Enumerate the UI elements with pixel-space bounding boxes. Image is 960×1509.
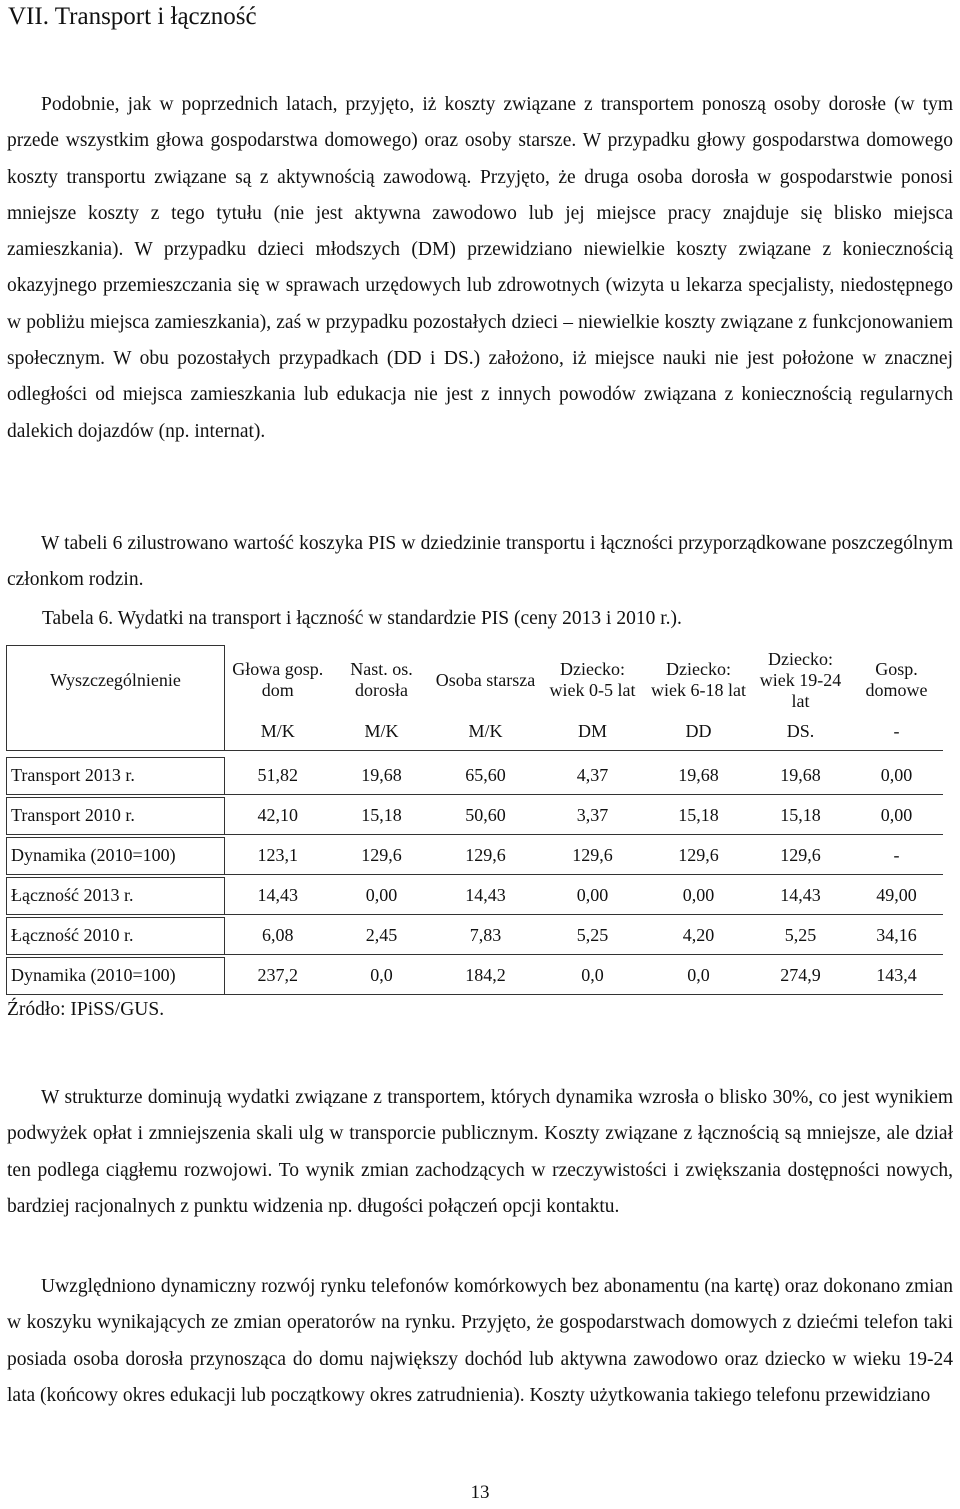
- row-value: 14,43: [433, 877, 539, 914]
- row-value: 0,00: [331, 877, 433, 914]
- units-empty-cell: [7, 715, 225, 751]
- row-value: 123,1: [225, 837, 331, 874]
- paragraph-mobile: Uwzględniono dynamiczny rozwój rynku telefonów komórkowych bez abonamentu (na kartę) oraz dokonano zmian w koszyku wynikających ze zmian operatorów na rynku. Przyjęto, że gospodarstwach domowych z dziećmi telefon taki posiada osoba dorosła przynosząca do domu największy dochód lub aktywna zawodowo oraz dziecko w wieku 19-24 lata (końcowy okres edukacji lub początkowy okres zatrudnienia). Koszty użytkowania takiego telefonu przewidziano: [7, 1276, 953, 1406]
- row-value: -: [851, 837, 943, 874]
- row-value: 0,0: [331, 957, 433, 994]
- row-value: 2,45: [331, 917, 433, 954]
- row-value: 15,18: [331, 797, 433, 834]
- table-caption: Tabela 6. Wydatki na transport i łączność w standardzie PIS (ceny 2013 i 2010 r.).: [42, 608, 682, 629]
- spacer-cell: [7, 750, 943, 757]
- row-label: Łączność 2013 r.: [7, 877, 225, 914]
- table-units-row: [7, 715, 943, 751]
- table-row: [7, 797, 943, 834]
- table-row: [7, 917, 943, 954]
- row-value: 129,6: [647, 837, 751, 874]
- row-value: 184,2: [433, 957, 539, 994]
- column-unit-2: M/K: [433, 715, 539, 751]
- row-value: 49,00: [851, 877, 943, 914]
- column-unit-1: M/K: [331, 715, 433, 751]
- row-value: 19,68: [751, 757, 851, 794]
- row-value: 7,83: [433, 917, 539, 954]
- row-value: 129,6: [751, 837, 851, 874]
- column-unit-6: -: [851, 715, 943, 751]
- table-row: [7, 877, 943, 914]
- page-number: 13: [470, 1482, 490, 1503]
- table-header-row: [7, 646, 943, 715]
- row-value: 0,00: [647, 877, 751, 914]
- column-header-4: Dziecko: wiek 6-18 lat: [651, 659, 746, 700]
- paragraph-intro: Podobnie, jak w poprzednich latach, przyjęto, iż koszty związane z transportem ponoszą osoby dorosłe (w tym przede wszystkim głowa gospodarstwa domowego) oraz osoby starsze. W przypadku głowy gospodarstwa domowego koszty transportu związane są z aktywnością zawodową. Przyjęto, że druga osoba dorosła w gospodarstwie ponosi mniejsze koszty z tego tytułu (nie jest aktywna zawodowo lub jej miejsce pracy znajduje się blisko miejsca zamieszkania). W przypadku dzieci młodszych (DM) przewidziano niewielkie koszty związane z koniecznością okazyjnego przemieszczania się w sprawach urzędowych lub zdrowotnych (wizyta u lekarza specjalisty, niedostępnego w pobliżu miejsca zamieszkania), zaś w przypadku pozostałych dzieci – niewielkie koszty związane z funkcjonowaniem społecznym. W obu pozostałych przypadkach (DD i DS.) założono, iż miejsce nauki nie jest położone w znacznej odległości od miejsca zamieszkania lub edukacja nie jest z innych powodów związana z koniecznością regularnych dalekich dojazdów (np. internat).: [7, 94, 953, 442]
- row-value: 34,16: [851, 917, 943, 954]
- table-source: Źródło: IPiSS/GUS.: [7, 999, 165, 1020]
- row-value: 5,25: [539, 917, 647, 954]
- column-unit-5: DS.: [751, 715, 851, 751]
- data-table: [6, 645, 943, 995]
- column-unit-4: DD: [647, 715, 751, 751]
- column-header-0: Głowa gosp. dom: [232, 659, 324, 700]
- table-row: [7, 957, 943, 994]
- row-value: 0,00: [539, 877, 647, 914]
- row-label: Dynamika (2010=100): [7, 837, 225, 874]
- row-value: 15,18: [751, 797, 851, 834]
- row-value: 6,08: [225, 917, 331, 954]
- row-value: 14,43: [751, 877, 851, 914]
- column-header-5: Dziecko: wiek 19-24 lat: [759, 648, 842, 711]
- row-value: 5,25: [751, 917, 851, 954]
- column-header-3: Dziecko: wiek 0-5 lat: [549, 659, 636, 700]
- row-label: Łączność 2010 r.: [7, 917, 225, 954]
- column-unit-0: M/K: [225, 715, 331, 751]
- row-value: 3,37: [539, 797, 647, 834]
- row-value: 129,6: [539, 837, 647, 874]
- table-row: [7, 757, 943, 794]
- row-value: 14,43: [225, 877, 331, 914]
- paragraph-structure: W strukturze dominują wydatki związane z transportem, których dynamika wzrosła o blisko 30%, co jest wynikiem podwyżek opłat i zmniejszenia skali ulg w transporcie publicznym. Koszty związane z łącznością są mniejsze, ale dział ten podlega ciągłemu rozwojowi. To wynik zmian zachodzących w rzeczywistości i zwiększania dostępności nowych, bardziej racjonalnych z punktu widzenia np. długości połączeń opcji kontaktu.: [7, 1087, 953, 1217]
- row-value: 143,4: [851, 957, 943, 994]
- row-value: 4,37: [539, 757, 647, 794]
- row-value: 129,6: [331, 837, 433, 874]
- row-label: Transport 2010 r.: [7, 797, 225, 834]
- table-row: [7, 837, 943, 874]
- row-label: Transport 2013 r.: [7, 757, 225, 794]
- column-header-1: Nast. os. dorosła: [350, 659, 413, 700]
- row-header-cell: [7, 646, 225, 715]
- row-value: 129,6: [433, 837, 539, 874]
- row-value: 15,18: [647, 797, 751, 834]
- column-header-2: Osoba starsza: [435, 669, 536, 690]
- column-header-6: Gosp. domowe: [865, 659, 928, 700]
- row-value: 274,9: [751, 957, 851, 994]
- row-header-label: Wyszczególnienie: [50, 669, 181, 690]
- row-value: 0,00: [851, 757, 943, 794]
- row-value: 0,00: [851, 797, 943, 834]
- row-value: 19,68: [331, 757, 433, 794]
- column-unit-3: DM: [539, 715, 647, 751]
- row-value: 19,68: [647, 757, 751, 794]
- section-heading: VII. Transport i łączność: [8, 3, 257, 30]
- row-value: 50,60: [433, 797, 539, 834]
- row-value: 42,10: [225, 797, 331, 834]
- row-value: 65,60: [433, 757, 539, 794]
- row-value: 237,2: [225, 957, 331, 994]
- table-spacer-row: [7, 750, 943, 757]
- row-value: 0,0: [539, 957, 647, 994]
- row-value: 4,20: [647, 917, 751, 954]
- row-label: Dynamika (2010=100): [7, 957, 225, 994]
- row-value: 0,0: [647, 957, 751, 994]
- paragraph-table-intro: W tabeli 6 zilustrowano wartość koszyka PIS w dziedzinie transportu i łączności przyporządkowane poszczególnym członkom rodzin.: [7, 533, 953, 591]
- row-value: 51,82: [225, 757, 331, 794]
